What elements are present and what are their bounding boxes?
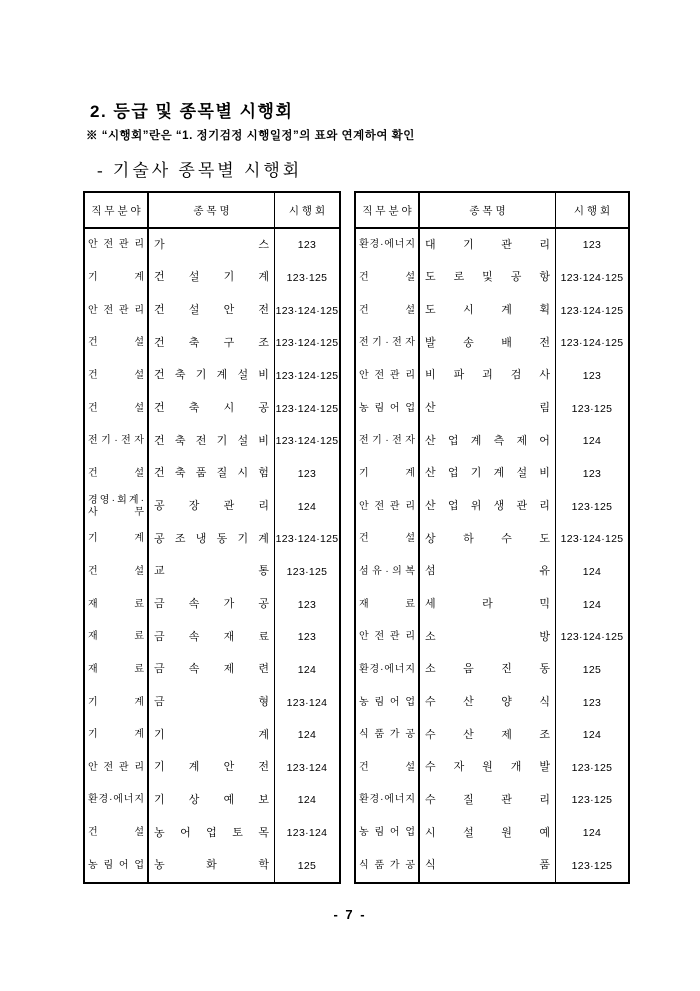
rounds-cell: 123·124·125 — [275, 337, 339, 350]
field-cell: 건 설 — [85, 458, 149, 491]
subject-cell: 기 계 안 전 — [149, 752, 275, 785]
rounds-cell: 123·124·125 — [560, 631, 624, 644]
rounds-cell: 124 — [297, 500, 317, 513]
rounds-cell: 123·124·125 — [275, 369, 339, 382]
rounds-cell: 125 — [297, 859, 317, 872]
table-row — [356, 229, 628, 262]
table-row — [85, 294, 339, 327]
column-header-subject: 종 목 명 — [420, 193, 556, 227]
table-row — [356, 817, 628, 850]
table-row — [356, 686, 628, 719]
field-cell: 농 림 어 업 — [356, 817, 420, 850]
table-row — [85, 425, 339, 458]
subject-cell: 산 업 기 계 설 비 — [420, 458, 556, 491]
rounds-cell: 123·125 — [571, 859, 613, 872]
table-row — [85, 360, 339, 393]
rounds-cell: 125 — [582, 663, 602, 676]
table-row — [85, 588, 339, 621]
table-row — [356, 425, 628, 458]
field-cell: 환 경 · 에 너 지 — [356, 229, 420, 262]
field-cell: 환 경 · 에 너 지 — [356, 654, 420, 687]
field-cell: 기 계 — [356, 458, 420, 491]
exam-rounds-table-right — [354, 191, 630, 884]
subject-cell: 건 축 구 조 — [149, 327, 275, 360]
subject-cell: 수 질 관 리 — [420, 784, 556, 817]
subject-cell: 소 음 진 동 — [420, 654, 556, 687]
field-cell: 안 전 관 리 — [85, 752, 149, 785]
table-row — [356, 719, 628, 752]
header-row — [356, 193, 628, 229]
rounds-cell: 124 — [582, 729, 602, 742]
rounds-cell: 123·125 — [571, 761, 613, 774]
column-header-rounds: 시 행 회 — [573, 204, 611, 217]
field-cell: 기 계 — [85, 523, 149, 556]
table-row — [85, 262, 339, 295]
rounds-cell: 123 — [582, 467, 602, 480]
subject-cell: 기 계 — [149, 719, 275, 752]
subject-cell: 식 품 — [420, 849, 556, 882]
table-row — [356, 556, 628, 589]
rounds-cell: 124 — [297, 794, 317, 807]
table-row — [85, 654, 339, 687]
table-row — [356, 588, 628, 621]
subject-cell: 공 장 관 리 — [149, 490, 275, 523]
rounds-cell: 123 — [297, 239, 317, 252]
rounds-cell: 123·125 — [286, 271, 328, 284]
subject-cell: 대 기 관 리 — [420, 229, 556, 262]
subject-cell: 건 설 안 전 — [149, 294, 275, 327]
subject-cell: 시 설 원 예 — [420, 817, 556, 850]
field-cell: 건 설 — [356, 262, 420, 295]
table-row — [85, 686, 339, 719]
subject-cell: 도 시 계 획 — [420, 294, 556, 327]
rounds-cell: 124 — [582, 565, 602, 578]
subject-cell: 소 방 — [420, 621, 556, 654]
field-cell: 재 료 — [356, 588, 420, 621]
table-row — [356, 490, 628, 523]
column-header-field: 직 무 분 야 — [356, 193, 420, 227]
subject-cell: 비 파 괴 검 사 — [420, 360, 556, 393]
subject-cell: 섬 유 — [420, 556, 556, 589]
table-row — [85, 556, 339, 589]
table-row — [356, 392, 628, 425]
table-row — [85, 719, 339, 752]
rounds-cell: 123 — [582, 239, 602, 252]
field-cell: 안 전 관 리 — [85, 229, 149, 262]
table-row — [85, 458, 339, 491]
table-row — [85, 392, 339, 425]
rounds-cell: 124 — [297, 729, 317, 742]
table-row — [356, 262, 628, 295]
rounds-cell: 123 — [297, 467, 317, 480]
field-cell: 건 설 — [85, 556, 149, 589]
table-row — [356, 458, 628, 491]
rounds-cell: 124 — [582, 827, 602, 840]
section-heading: - 기술사 종목별 시행회 — [97, 161, 303, 180]
rounds-cell: 123·125 — [286, 565, 328, 578]
rounds-cell: 123 — [582, 696, 602, 709]
field-cell: 건 설 — [85, 327, 149, 360]
subject-cell: 금 형 — [149, 686, 275, 719]
field-cell: 안 전 관 리 — [356, 360, 420, 393]
subject-cell: 건 축 기 계 설 비 — [149, 360, 275, 393]
table-row — [356, 784, 628, 817]
field-cell: 식 품 가 공 — [356, 719, 420, 752]
field-cell: 농 림 어 업 — [356, 686, 420, 719]
field-cell: 식 품 가 공 — [356, 849, 420, 882]
rounds-cell: 123·124 — [286, 761, 328, 774]
subject-cell: 가 스 — [149, 229, 275, 262]
subject-cell: 농 화 학 — [149, 849, 275, 882]
table-row — [85, 817, 339, 850]
field-cell: 환 경 · 에 너 지 — [85, 784, 149, 817]
rounds-cell: 124 — [582, 435, 602, 448]
rounds-cell: 123·125 — [571, 402, 613, 415]
field-cell: 건 설 — [85, 817, 149, 850]
rounds-cell: 123 — [297, 631, 317, 644]
rounds-cell: 123·124·125 — [275, 304, 339, 317]
column-header-rounds: 시 행 회 — [288, 204, 326, 217]
field-cell: 환 경 · 에 너 지 — [356, 784, 420, 817]
subject-cell: 산 업 계 측 제 어 — [420, 425, 556, 458]
rounds-cell: 123·124·125 — [560, 337, 624, 350]
field-cell: 재 료 — [85, 654, 149, 687]
field-cell: 전 기 · 전 자 — [356, 425, 420, 458]
subject-cell: 농 어 업 토 목 — [149, 817, 275, 850]
table-row — [85, 327, 339, 360]
table-row — [356, 523, 628, 556]
field-cell: 섬 유 · 의 복 — [356, 556, 420, 589]
subject-cell: 수 산 제 조 — [420, 719, 556, 752]
rounds-cell: 123·124 — [286, 827, 328, 840]
field-cell: 농 림 어 업 — [356, 392, 420, 425]
field-cell: 경 영 · 회 계 · 사 무 — [85, 490, 149, 523]
rounds-cell: 123·124·125 — [560, 533, 624, 546]
subject-cell: 건 축 전 기 설 비 — [149, 425, 275, 458]
subject-cell: 교 통 — [149, 556, 275, 589]
header-row — [85, 193, 339, 229]
field-cell: 건 설 — [356, 752, 420, 785]
field-cell: 기 계 — [85, 686, 149, 719]
page-number: - 7 - — [333, 907, 367, 922]
field-cell: 농 림 어 업 — [85, 849, 149, 882]
note-text: ※ “시행회”란은 “1. 정기검정 시행일정”의 표와 연계하여 확인 — [86, 130, 415, 142]
subject-cell: 산 업 위 생 관 리 — [420, 490, 556, 523]
column-header-field: 직 무 분 야 — [85, 193, 149, 227]
rounds-cell: 123·124·125 — [560, 304, 624, 317]
table-row — [356, 654, 628, 687]
subject-cell: 산 림 — [420, 392, 556, 425]
field-cell: 건 설 — [356, 294, 420, 327]
subject-cell: 수 자 원 개 발 — [420, 752, 556, 785]
field-cell: 기 계 — [85, 719, 149, 752]
table-row — [85, 752, 339, 785]
rounds-cell: 123 — [582, 369, 602, 382]
rounds-cell: 123·124·125 — [275, 402, 339, 415]
rounds-cell: 123·125 — [571, 794, 613, 807]
table-row — [356, 360, 628, 393]
table-row — [85, 490, 339, 523]
column-header-subject: 종 목 명 — [149, 193, 275, 227]
tables-container — [83, 191, 630, 884]
exam-rounds-table-left — [83, 191, 341, 884]
subject-cell: 세 라 믹 — [420, 588, 556, 621]
subject-cell: 공 조 냉 동 기 계 — [149, 523, 275, 556]
table-row — [85, 784, 339, 817]
field-cell: 전 기 · 전 자 — [85, 425, 149, 458]
rounds-cell: 123 — [297, 598, 317, 611]
table-row — [85, 621, 339, 654]
subject-cell: 상 하 수 도 — [420, 523, 556, 556]
rounds-cell: 123·124·125 — [275, 435, 339, 448]
subject-cell: 기 상 예 보 — [149, 784, 275, 817]
subject-cell: 건 설 기 계 — [149, 262, 275, 295]
rounds-cell: 124 — [297, 663, 317, 676]
table-row — [85, 849, 339, 882]
table-row — [356, 327, 628, 360]
subject-cell: 수 산 양 식 — [420, 686, 556, 719]
subject-cell: 건 축 시 공 — [149, 392, 275, 425]
field-cell: 기 계 — [85, 262, 149, 295]
table-row — [356, 752, 628, 785]
subject-cell: 금 속 가 공 — [149, 588, 275, 621]
rounds-cell: 123·124 — [286, 696, 328, 709]
field-cell: 재 료 — [85, 588, 149, 621]
subject-cell: 금 속 재 료 — [149, 621, 275, 654]
rounds-cell: 123·124·125 — [560, 271, 624, 284]
field-cell: 전 기 · 전 자 — [356, 327, 420, 360]
rounds-cell: 123·124·125 — [275, 533, 339, 546]
subject-cell: 금 속 제 련 — [149, 654, 275, 687]
subject-cell: 도 로 및 공 항 — [420, 262, 556, 295]
field-cell: 안 전 관 리 — [85, 294, 149, 327]
table-row — [356, 294, 628, 327]
field-cell: 안 전 관 리 — [356, 490, 420, 523]
table-row — [356, 849, 628, 882]
field-cell: 재 료 — [85, 621, 149, 654]
subject-cell: 발 송 배 전 — [420, 327, 556, 360]
table-row — [85, 523, 339, 556]
field-cell: 건 설 — [356, 523, 420, 556]
table-row — [85, 229, 339, 262]
rounds-cell: 124 — [582, 598, 602, 611]
field-cell: 건 설 — [85, 360, 149, 393]
subject-cell: 건 축 품 질 시 험 — [149, 458, 275, 491]
table-row — [356, 621, 628, 654]
page-title: 2. 등급 및 종목별 시행회 — [90, 102, 294, 121]
field-cell: 건 설 — [85, 392, 149, 425]
rounds-cell: 123·125 — [571, 500, 613, 513]
field-cell: 안 전 관 리 — [356, 621, 420, 654]
